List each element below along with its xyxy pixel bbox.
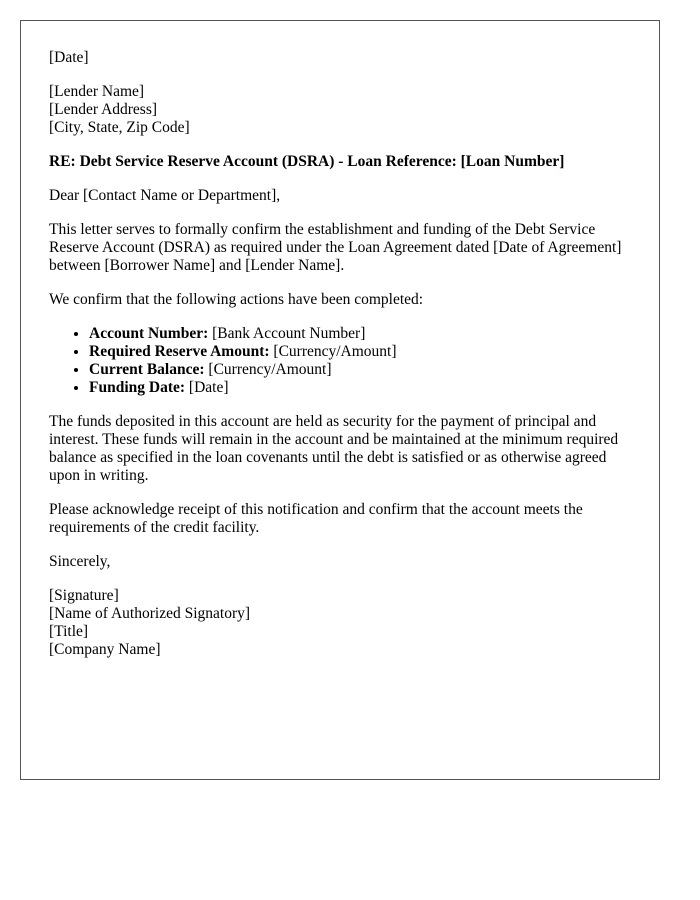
detail-label: Required Reserve Amount: [89,343,270,360]
lender-city-state-zip: [City, State, Zip Code] [49,119,190,136]
signatory-name: [Name of Authorized Signatory] [49,605,251,622]
lender-address: [Lender Address] [49,101,158,118]
lender-address-block [49,83,631,137]
signature-placeholder: [Signature] [49,587,119,604]
detail-value: [Date] [188,379,229,396]
letter-page [20,20,660,780]
salutation: Dear [Contact Name or Department], [49,187,281,204]
company-name: [Company Name] [49,641,161,658]
list-item [89,361,631,379]
detail-value: [Currency/Amount] [273,343,397,360]
intro-paragraph: This letter serves to formally confirm the establishment and funding of the Debt Service Reserve Account (DSRA) as required under the Loan Agreement dated [Date of Agreement] between [Borrower Name] and [Lender Name]. [49,221,622,274]
subject-line: RE: Debt Service Reserve Account (DSRA) - Loan Reference: [Loan Number] [49,153,565,170]
closing: Sincerely, [49,553,111,570]
request-paragraph: Please acknowledge receipt of this notification and confirm that the account meets the requirements of the credit facility. [49,501,583,536]
list-item [89,325,631,343]
letter-date: [Date] [49,49,89,66]
detail-label: Current Balance: [89,361,205,378]
detail-label: Account Number: [89,325,209,342]
list-item [89,343,631,361]
detail-value: [Currency/Amount] [208,361,332,378]
signature-block [49,587,631,659]
date-block [49,49,631,67]
signatory-title: [Title] [49,623,89,640]
security-paragraph: The funds deposited in this account are held as security for the payment of principal and interest. These funds will remain in the account and be maintained at the minimum required balance as specified in the loan covenants until the debt is satisfied or as otherwise agreed upon in writing. [49,413,619,484]
confirm-line: We confirm that the following actions have been completed: [49,291,424,308]
details-list [49,325,631,397]
list-item [89,379,631,397]
detail-label: Funding Date: [89,379,186,396]
detail-value: [Bank Account Number] [212,325,366,342]
lender-name: [Lender Name] [49,83,145,100]
